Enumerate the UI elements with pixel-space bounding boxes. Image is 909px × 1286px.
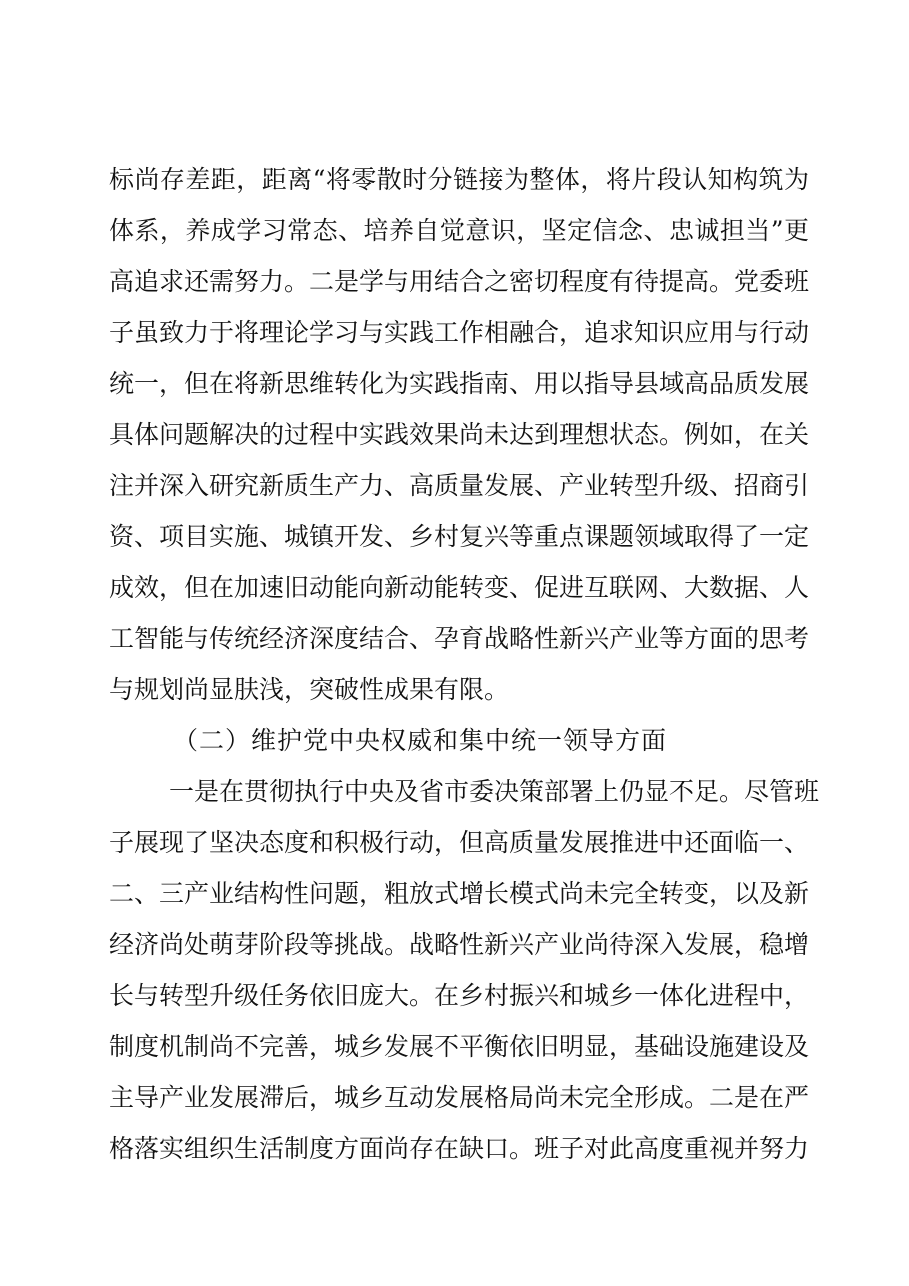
text-line: 统一，但在将新思维转化为实践指南、用以指导县域高品质发展 [109,369,810,398]
text-line: 具体问题解决的过程中实践效果尚未达到理想状态。例如，在关 [109,420,810,449]
text-line: 主导产业发展滞后，城乡互动发展格局尚未完全形成。二是在严 [109,1083,810,1112]
text-line: 格落实组织生活制度方面尚存在缺口。班子对此高度重视并努力 [109,1134,810,1163]
text-line: 高追求还需努力。二是学与用结合之密切程度有待提高。党委班 [109,267,810,296]
text-line: 子虽致力于将理论学习与实践工作相融合，追求知识应用与行动 [109,318,810,347]
section-heading: （二）维护党中央权威和集中统一领导方面 [173,726,668,755]
text-line: 经济尚处萌芽阶段等挑战。战略性新兴产业尚待深入发展，稳增 [109,930,810,959]
text-line: 制度机制尚不完善，城乡发展不平衡依旧明显，基础设施建设及 [109,1032,810,1061]
text-line: 工智能与传统经济深度结合、孕育战略性新兴产业等方面的思考 [109,624,810,653]
text-line: 长与转型升级任务依旧庞大。在乡村振兴和城乡一体化进程中， [109,981,810,1010]
text-line: 一是在贯彻执行中央及省市委决策部署上仍显不足。尽管班 [169,777,820,806]
text-line: 注并深入研究新质生产力、高质量发展、产业转型升级、招商引 [109,471,810,500]
text-line: 与规划尚显肤浅，突破性成果有限。 [109,675,510,704]
text-line: 标尚存差距，距离“将零散时分链接为整体，将片段认知构筑为 [109,165,809,194]
text-line: 成效，但在加速旧动能向新动能转变、促进互联网、大数据、人 [109,573,810,602]
text-line: 子展现了坚决态度和积极行动，但高质量发展推进中还面临一、 [109,828,810,857]
text-line: 资、项目实施、城镇开发、乡村复兴等重点课题领域取得了一定 [109,522,810,551]
text-line: 二、三产业结构性问题，粗放式增长模式尚未完全转变，以及新 [109,879,810,908]
text-line: 体系，养成学习常态、培养自觉意识，坚定信念、忠诚担当”更 [109,216,809,245]
